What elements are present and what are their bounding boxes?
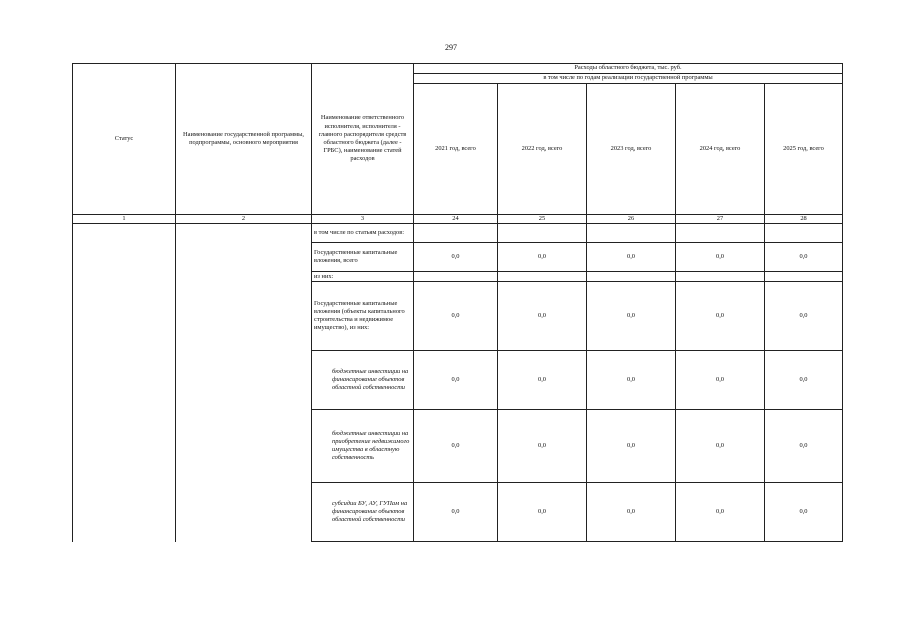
value-cell [676,224,765,243]
value-cell [587,272,676,282]
column-number: 2 [176,215,312,224]
column-number: 3 [312,215,414,224]
value-cell: 0,0 [676,351,765,410]
value-cell: 0,0 [414,483,498,542]
header-year: 2023 год, всего [587,84,676,215]
value-cell: 0,0 [498,351,587,410]
page-number: 297 [445,43,457,52]
value-cell [765,272,843,282]
header-year: 2022 год, всего [498,84,587,215]
value-cell: 0,0 [414,410,498,483]
value-cell [414,272,498,282]
column-number: 25 [498,215,587,224]
row-label: Государственные капитальные вложения (объекты капитального строительства и недвижимое имущество), из них: [312,282,414,351]
value-cell [414,224,498,243]
table-row [73,224,843,243]
row-label: бюджетные инвестиции на финансирование объектов областной собственности [312,351,414,410]
column-number: 24 [414,215,498,224]
value-cell: 0,0 [676,282,765,351]
value-cell: 0,0 [414,351,498,410]
value-cell: 0,0 [587,243,676,272]
value-cell: 0,0 [414,282,498,351]
column-number: 26 [587,215,676,224]
header-row-1 [73,64,843,74]
column-number: 28 [765,215,843,224]
header-year: 2025 год, всего [765,84,843,215]
budget-table [72,63,843,542]
value-cell [587,224,676,243]
value-cell: 0,0 [587,483,676,542]
header-expenses: Расходы областного бюджета, тыс. руб. [414,64,843,74]
value-cell: 0,0 [414,243,498,272]
value-cell: 0,0 [587,410,676,483]
program-name-cell [176,224,312,542]
column-number: 1 [73,215,176,224]
value-cell: 0,0 [498,243,587,272]
value-cell: 0,0 [765,351,843,410]
header-year: 2024 год, всего [676,84,765,215]
value-cell: 0,0 [498,483,587,542]
value-cell: 0,0 [498,410,587,483]
value-cell: 0,0 [676,483,765,542]
column-numbers-row [73,215,843,224]
value-cell: 0,0 [587,282,676,351]
header-program-name: Наименование государственной программы, подпрограммы, основного мероприятия [176,64,312,215]
value-cell [765,224,843,243]
row-label: из них: [312,272,414,282]
header-by-years: в том числе по годам реализации государственной программы [414,74,843,84]
value-cell [676,272,765,282]
value-cell: 0,0 [587,351,676,410]
row-label: в том числе по статьям расходов: [312,224,414,243]
header-status: Статус [73,64,176,215]
value-cell: 0,0 [765,282,843,351]
value-cell [498,272,587,282]
value-cell: 0,0 [676,410,765,483]
value-cell [498,224,587,243]
header-year: 2021 год, всего [414,84,498,215]
value-cell: 0,0 [765,483,843,542]
row-label: Государственные капитальные вложения, всего [312,243,414,272]
row-label: субсидии БУ, АУ, ГУПам на финансирование объектов областной собственности [312,483,414,542]
value-cell: 0,0 [765,243,843,272]
value-cell: 0,0 [676,243,765,272]
value-cell: 0,0 [498,282,587,351]
status-cell [73,224,176,542]
value-cell: 0,0 [765,410,843,483]
header-executor: Наименование ответственного исполнителя, исполнителя - главного распорядителя средств областного бюджета (далее - ГРБС), наименование статей расходов [312,64,414,215]
column-number: 27 [676,215,765,224]
row-label: бюджетные инвестиции на приобретение недвижимого имущества в областную собственность [312,410,414,483]
